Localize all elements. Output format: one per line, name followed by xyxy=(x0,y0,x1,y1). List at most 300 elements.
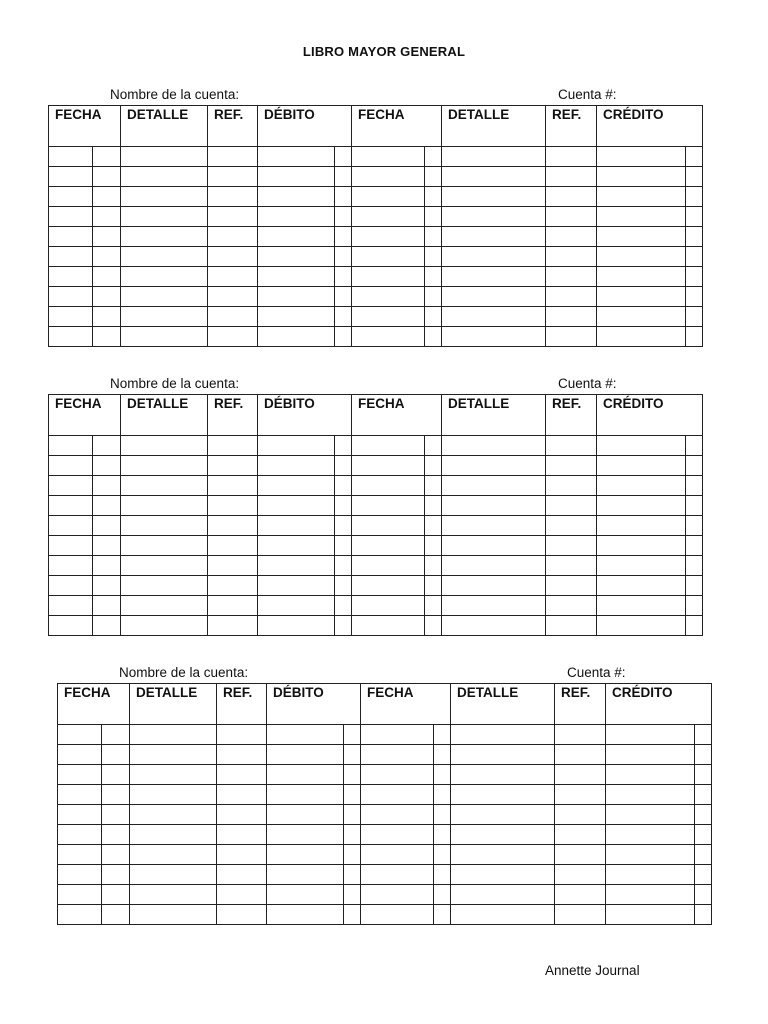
entry-cell[interactable] xyxy=(93,456,121,476)
entry-cell[interactable] xyxy=(546,287,597,307)
entry-cell[interactable] xyxy=(361,765,434,785)
entry-cell[interactable] xyxy=(352,327,425,347)
entry-cell[interactable] xyxy=(352,227,425,247)
entry-cell[interactable] xyxy=(49,267,93,287)
entry-cell[interactable] xyxy=(208,167,258,187)
entry-cell[interactable] xyxy=(546,616,597,636)
entry-cell[interactable] xyxy=(361,805,434,825)
entry-cell[interactable] xyxy=(49,456,93,476)
entry-cell[interactable] xyxy=(361,905,434,925)
entry-cell[interactable] xyxy=(606,745,695,765)
entry-cell[interactable] xyxy=(121,247,208,267)
entry-cell[interactable] xyxy=(425,516,442,536)
entry-cell[interactable] xyxy=(606,785,695,805)
entry-cell[interactable] xyxy=(442,496,546,516)
entry-cell[interactable] xyxy=(335,287,352,307)
entry-cell[interactable] xyxy=(93,516,121,536)
entry-cell[interactable] xyxy=(442,187,546,207)
entry-cell[interactable] xyxy=(361,825,434,845)
entry-cell[interactable] xyxy=(434,845,451,865)
entry-cell[interactable] xyxy=(208,556,258,576)
entry-cell[interactable] xyxy=(442,327,546,347)
entry-cell[interactable] xyxy=(451,745,555,765)
entry-cell[interactable] xyxy=(102,785,130,805)
entry-cell[interactable] xyxy=(102,725,130,745)
entry-cell[interactable] xyxy=(121,187,208,207)
entry-cell[interactable] xyxy=(258,556,335,576)
entry-cell[interactable] xyxy=(546,247,597,267)
entry-cell[interactable] xyxy=(425,307,442,327)
entry-cell[interactable] xyxy=(425,247,442,267)
entry-cell[interactable] xyxy=(451,725,555,745)
entry-cell[interactable] xyxy=(335,456,352,476)
entry-cell[interactable] xyxy=(58,825,102,845)
entry-cell[interactable] xyxy=(58,905,102,925)
entry-cell[interactable] xyxy=(344,905,361,925)
entry-cell[interactable] xyxy=(546,227,597,247)
entry-cell[interactable] xyxy=(352,307,425,327)
entry-cell[interactable] xyxy=(425,556,442,576)
entry-cell[interactable] xyxy=(267,865,344,885)
entry-cell[interactable] xyxy=(130,785,217,805)
entry-cell[interactable] xyxy=(555,745,606,765)
entry-cell[interactable] xyxy=(208,227,258,247)
entry-cell[interactable] xyxy=(208,307,258,327)
entry-cell[interactable] xyxy=(361,845,434,865)
entry-cell[interactable] xyxy=(686,476,703,496)
entry-cell[interactable] xyxy=(335,536,352,556)
entry-cell[interactable] xyxy=(267,845,344,865)
entry-cell[interactable] xyxy=(130,905,217,925)
entry-cell[interactable] xyxy=(686,147,703,167)
entry-cell[interactable] xyxy=(352,576,425,596)
entry-cell[interactable] xyxy=(130,725,217,745)
entry-cell[interactable] xyxy=(425,496,442,516)
entry-cell[interactable] xyxy=(49,616,93,636)
entry-cell[interactable] xyxy=(442,436,546,456)
entry-cell[interactable] xyxy=(217,885,267,905)
entry-cell[interactable] xyxy=(267,825,344,845)
entry-cell[interactable] xyxy=(606,825,695,845)
entry-cell[interactable] xyxy=(425,187,442,207)
entry-cell[interactable] xyxy=(102,885,130,905)
entry-cell[interactable] xyxy=(425,207,442,227)
entry-cell[interactable] xyxy=(258,187,335,207)
entry-cell[interactable] xyxy=(217,725,267,745)
entry-cell[interactable] xyxy=(93,596,121,616)
entry-cell[interactable] xyxy=(546,476,597,496)
entry-cell[interactable] xyxy=(686,536,703,556)
entry-cell[interactable] xyxy=(93,307,121,327)
entry-cell[interactable] xyxy=(93,287,121,307)
entry-cell[interactable] xyxy=(686,516,703,536)
entry-cell[interactable] xyxy=(597,327,686,347)
entry-cell[interactable] xyxy=(49,207,93,227)
entry-cell[interactable] xyxy=(451,785,555,805)
entry-cell[interactable] xyxy=(93,556,121,576)
entry-cell[interactable] xyxy=(267,885,344,905)
entry-cell[interactable] xyxy=(555,885,606,905)
entry-cell[interactable] xyxy=(425,476,442,496)
entry-cell[interactable] xyxy=(102,745,130,765)
entry-cell[interactable] xyxy=(258,516,335,536)
entry-cell[interactable] xyxy=(597,516,686,536)
entry-cell[interactable] xyxy=(425,576,442,596)
entry-cell[interactable] xyxy=(352,536,425,556)
entry-cell[interactable] xyxy=(361,885,434,905)
entry-cell[interactable] xyxy=(344,785,361,805)
entry-cell[interactable] xyxy=(130,805,217,825)
entry-cell[interactable] xyxy=(546,576,597,596)
entry-cell[interactable] xyxy=(555,865,606,885)
entry-cell[interactable] xyxy=(130,745,217,765)
entry-cell[interactable] xyxy=(267,905,344,925)
entry-cell[interactable] xyxy=(361,785,434,805)
entry-cell[interactable] xyxy=(208,596,258,616)
entry-cell[interactable] xyxy=(335,307,352,327)
entry-cell[interactable] xyxy=(451,825,555,845)
entry-cell[interactable] xyxy=(258,147,335,167)
entry-cell[interactable] xyxy=(686,187,703,207)
entry-cell[interactable] xyxy=(434,805,451,825)
entry-cell[interactable] xyxy=(352,267,425,287)
entry-cell[interactable] xyxy=(258,576,335,596)
entry-cell[interactable] xyxy=(130,865,217,885)
entry-cell[interactable] xyxy=(442,247,546,267)
entry-cell[interactable] xyxy=(344,885,361,905)
entry-cell[interactable] xyxy=(258,207,335,227)
entry-cell[interactable] xyxy=(208,287,258,307)
entry-cell[interactable] xyxy=(58,725,102,745)
entry-cell[interactable] xyxy=(344,845,361,865)
entry-cell[interactable] xyxy=(686,436,703,456)
entry-cell[interactable] xyxy=(49,167,93,187)
entry-cell[interactable] xyxy=(555,905,606,925)
entry-cell[interactable] xyxy=(361,725,434,745)
entry-cell[interactable] xyxy=(606,865,695,885)
entry-cell[interactable] xyxy=(352,147,425,167)
entry-cell[interactable] xyxy=(546,456,597,476)
entry-cell[interactable] xyxy=(208,267,258,287)
entry-cell[interactable] xyxy=(258,167,335,187)
entry-cell[interactable] xyxy=(258,456,335,476)
entry-cell[interactable] xyxy=(58,885,102,905)
entry-cell[interactable] xyxy=(555,825,606,845)
entry-cell[interactable] xyxy=(93,536,121,556)
entry-cell[interactable] xyxy=(49,307,93,327)
entry-cell[interactable] xyxy=(93,476,121,496)
entry-cell[interactable] xyxy=(267,765,344,785)
entry-cell[interactable] xyxy=(335,147,352,167)
entry-cell[interactable] xyxy=(93,436,121,456)
entry-cell[interactable] xyxy=(208,456,258,476)
entry-cell[interactable] xyxy=(217,785,267,805)
entry-cell[interactable] xyxy=(425,147,442,167)
entry-cell[interactable] xyxy=(217,805,267,825)
entry-cell[interactable] xyxy=(217,825,267,845)
entry-cell[interactable] xyxy=(442,516,546,536)
entry-cell[interactable] xyxy=(597,596,686,616)
entry-cell[interactable] xyxy=(121,616,208,636)
entry-cell[interactable] xyxy=(208,536,258,556)
entry-cell[interactable] xyxy=(93,187,121,207)
entry-cell[interactable] xyxy=(335,596,352,616)
entry-cell[interactable] xyxy=(102,905,130,925)
entry-cell[interactable] xyxy=(546,207,597,227)
entry-cell[interactable] xyxy=(425,596,442,616)
entry-cell[interactable] xyxy=(49,287,93,307)
entry-cell[interactable] xyxy=(686,556,703,576)
entry-cell[interactable] xyxy=(258,496,335,516)
entry-cell[interactable] xyxy=(258,247,335,267)
entry-cell[interactable] xyxy=(258,267,335,287)
entry-cell[interactable] xyxy=(121,496,208,516)
entry-cell[interactable] xyxy=(49,556,93,576)
entry-cell[interactable] xyxy=(121,267,208,287)
entry-cell[interactable] xyxy=(352,596,425,616)
entry-cell[interactable] xyxy=(121,596,208,616)
entry-cell[interactable] xyxy=(686,456,703,476)
entry-cell[interactable] xyxy=(695,785,712,805)
entry-cell[interactable] xyxy=(258,616,335,636)
entry-cell[interactable] xyxy=(425,536,442,556)
entry-cell[interactable] xyxy=(555,845,606,865)
entry-cell[interactable] xyxy=(442,556,546,576)
entry-cell[interactable] xyxy=(361,865,434,885)
entry-cell[interactable] xyxy=(597,187,686,207)
entry-cell[interactable] xyxy=(686,496,703,516)
entry-cell[interactable] xyxy=(121,327,208,347)
entry-cell[interactable] xyxy=(49,576,93,596)
entry-cell[interactable] xyxy=(606,725,695,745)
entry-cell[interactable] xyxy=(208,247,258,267)
entry-cell[interactable] xyxy=(695,905,712,925)
entry-cell[interactable] xyxy=(352,167,425,187)
entry-cell[interactable] xyxy=(451,765,555,785)
entry-cell[interactable] xyxy=(49,596,93,616)
entry-cell[interactable] xyxy=(546,536,597,556)
entry-cell[interactable] xyxy=(425,267,442,287)
entry-cell[interactable] xyxy=(425,287,442,307)
entry-cell[interactable] xyxy=(442,456,546,476)
entry-cell[interactable] xyxy=(361,745,434,765)
entry-cell[interactable] xyxy=(208,436,258,456)
entry-cell[interactable] xyxy=(686,267,703,287)
entry-cell[interactable] xyxy=(695,765,712,785)
entry-cell[interactable] xyxy=(258,436,335,456)
entry-cell[interactable] xyxy=(695,745,712,765)
entry-cell[interactable] xyxy=(267,745,344,765)
entry-cell[interactable] xyxy=(546,327,597,347)
entry-cell[interactable] xyxy=(335,476,352,496)
entry-cell[interactable] xyxy=(93,247,121,267)
entry-cell[interactable] xyxy=(93,147,121,167)
entry-cell[interactable] xyxy=(352,187,425,207)
entry-cell[interactable] xyxy=(555,805,606,825)
entry-cell[interactable] xyxy=(258,307,335,327)
entry-cell[interactable] xyxy=(49,496,93,516)
entry-cell[interactable] xyxy=(102,845,130,865)
entry-cell[interactable] xyxy=(546,556,597,576)
entry-cell[interactable] xyxy=(597,247,686,267)
entry-cell[interactable] xyxy=(352,616,425,636)
entry-cell[interactable] xyxy=(425,616,442,636)
entry-cell[interactable] xyxy=(258,536,335,556)
entry-cell[interactable] xyxy=(597,287,686,307)
entry-cell[interactable] xyxy=(121,207,208,227)
entry-cell[interactable] xyxy=(686,227,703,247)
entry-cell[interactable] xyxy=(546,167,597,187)
entry-cell[interactable] xyxy=(335,496,352,516)
entry-cell[interactable] xyxy=(217,765,267,785)
entry-cell[interactable] xyxy=(686,287,703,307)
entry-cell[interactable] xyxy=(58,805,102,825)
entry-cell[interactable] xyxy=(217,905,267,925)
entry-cell[interactable] xyxy=(425,436,442,456)
entry-cell[interactable] xyxy=(335,227,352,247)
entry-cell[interactable] xyxy=(434,785,451,805)
entry-cell[interactable] xyxy=(335,207,352,227)
entry-cell[interactable] xyxy=(267,725,344,745)
entry-cell[interactable] xyxy=(442,307,546,327)
entry-cell[interactable] xyxy=(344,725,361,745)
entry-cell[interactable] xyxy=(686,576,703,596)
entry-cell[interactable] xyxy=(130,885,217,905)
entry-cell[interactable] xyxy=(121,147,208,167)
entry-cell[interactable] xyxy=(121,436,208,456)
entry-cell[interactable] xyxy=(335,187,352,207)
entry-cell[interactable] xyxy=(344,745,361,765)
entry-cell[interactable] xyxy=(442,476,546,496)
entry-cell[interactable] xyxy=(597,496,686,516)
entry-cell[interactable] xyxy=(546,187,597,207)
entry-cell[interactable] xyxy=(102,805,130,825)
entry-cell[interactable] xyxy=(121,576,208,596)
entry-cell[interactable] xyxy=(267,785,344,805)
entry-cell[interactable] xyxy=(344,765,361,785)
entry-cell[interactable] xyxy=(267,805,344,825)
entry-cell[interactable] xyxy=(49,516,93,536)
entry-cell[interactable] xyxy=(121,516,208,536)
entry-cell[interactable] xyxy=(597,267,686,287)
entry-cell[interactable] xyxy=(451,805,555,825)
entry-cell[interactable] xyxy=(49,227,93,247)
entry-cell[interactable] xyxy=(49,536,93,556)
entry-cell[interactable] xyxy=(217,865,267,885)
entry-cell[interactable] xyxy=(335,167,352,187)
entry-cell[interactable] xyxy=(121,476,208,496)
entry-cell[interactable] xyxy=(335,436,352,456)
entry-cell[interactable] xyxy=(597,207,686,227)
entry-cell[interactable] xyxy=(606,765,695,785)
entry-cell[interactable] xyxy=(49,476,93,496)
entry-cell[interactable] xyxy=(352,287,425,307)
entry-cell[interactable] xyxy=(335,616,352,636)
entry-cell[interactable] xyxy=(546,307,597,327)
entry-cell[interactable] xyxy=(546,496,597,516)
entry-cell[interactable] xyxy=(425,327,442,347)
entry-cell[interactable] xyxy=(442,287,546,307)
entry-cell[interactable] xyxy=(597,536,686,556)
entry-cell[interactable] xyxy=(597,456,686,476)
entry-cell[interactable] xyxy=(121,456,208,476)
entry-cell[interactable] xyxy=(130,825,217,845)
entry-cell[interactable] xyxy=(102,825,130,845)
entry-cell[interactable] xyxy=(434,765,451,785)
entry-cell[interactable] xyxy=(102,865,130,885)
entry-cell[interactable] xyxy=(49,436,93,456)
entry-cell[interactable] xyxy=(442,207,546,227)
entry-cell[interactable] xyxy=(335,576,352,596)
entry-cell[interactable] xyxy=(442,576,546,596)
entry-cell[interactable] xyxy=(258,476,335,496)
entry-cell[interactable] xyxy=(695,845,712,865)
entry-cell[interactable] xyxy=(93,576,121,596)
entry-cell[interactable] xyxy=(686,207,703,227)
entry-cell[interactable] xyxy=(434,905,451,925)
entry-cell[interactable] xyxy=(434,725,451,745)
entry-cell[interactable] xyxy=(93,496,121,516)
entry-cell[interactable] xyxy=(597,576,686,596)
entry-cell[interactable] xyxy=(555,725,606,745)
entry-cell[interactable] xyxy=(258,287,335,307)
entry-cell[interactable] xyxy=(451,885,555,905)
entry-cell[interactable] xyxy=(93,267,121,287)
entry-cell[interactable] xyxy=(606,885,695,905)
entry-cell[interactable] xyxy=(686,616,703,636)
entry-cell[interactable] xyxy=(344,805,361,825)
entry-cell[interactable] xyxy=(442,227,546,247)
entry-cell[interactable] xyxy=(352,476,425,496)
entry-cell[interactable] xyxy=(335,327,352,347)
entry-cell[interactable] xyxy=(208,147,258,167)
entry-cell[interactable] xyxy=(58,865,102,885)
entry-cell[interactable] xyxy=(695,825,712,845)
entry-cell[interactable] xyxy=(49,247,93,267)
entry-cell[interactable] xyxy=(258,596,335,616)
entry-cell[interactable] xyxy=(686,167,703,187)
entry-cell[interactable] xyxy=(546,516,597,536)
entry-cell[interactable] xyxy=(49,147,93,167)
entry-cell[interactable] xyxy=(93,616,121,636)
entry-cell[interactable] xyxy=(606,905,695,925)
entry-cell[interactable] xyxy=(130,845,217,865)
entry-cell[interactable] xyxy=(546,147,597,167)
entry-cell[interactable] xyxy=(442,267,546,287)
entry-cell[interactable] xyxy=(597,227,686,247)
entry-cell[interactable] xyxy=(93,207,121,227)
entry-cell[interactable] xyxy=(102,765,130,785)
entry-cell[interactable] xyxy=(258,327,335,347)
entry-cell[interactable] xyxy=(130,765,217,785)
entry-cell[interactable] xyxy=(695,865,712,885)
entry-cell[interactable] xyxy=(344,865,361,885)
entry-cell[interactable] xyxy=(425,456,442,476)
entry-cell[interactable] xyxy=(555,785,606,805)
entry-cell[interactable] xyxy=(208,207,258,227)
entry-cell[interactable] xyxy=(344,825,361,845)
entry-cell[interactable] xyxy=(434,885,451,905)
entry-cell[interactable] xyxy=(121,227,208,247)
entry-cell[interactable] xyxy=(58,745,102,765)
entry-cell[interactable] xyxy=(686,327,703,347)
entry-cell[interactable] xyxy=(597,147,686,167)
entry-cell[interactable] xyxy=(597,167,686,187)
entry-cell[interactable] xyxy=(208,187,258,207)
entry-cell[interactable] xyxy=(49,187,93,207)
entry-cell[interactable] xyxy=(352,207,425,227)
entry-cell[interactable] xyxy=(442,167,546,187)
